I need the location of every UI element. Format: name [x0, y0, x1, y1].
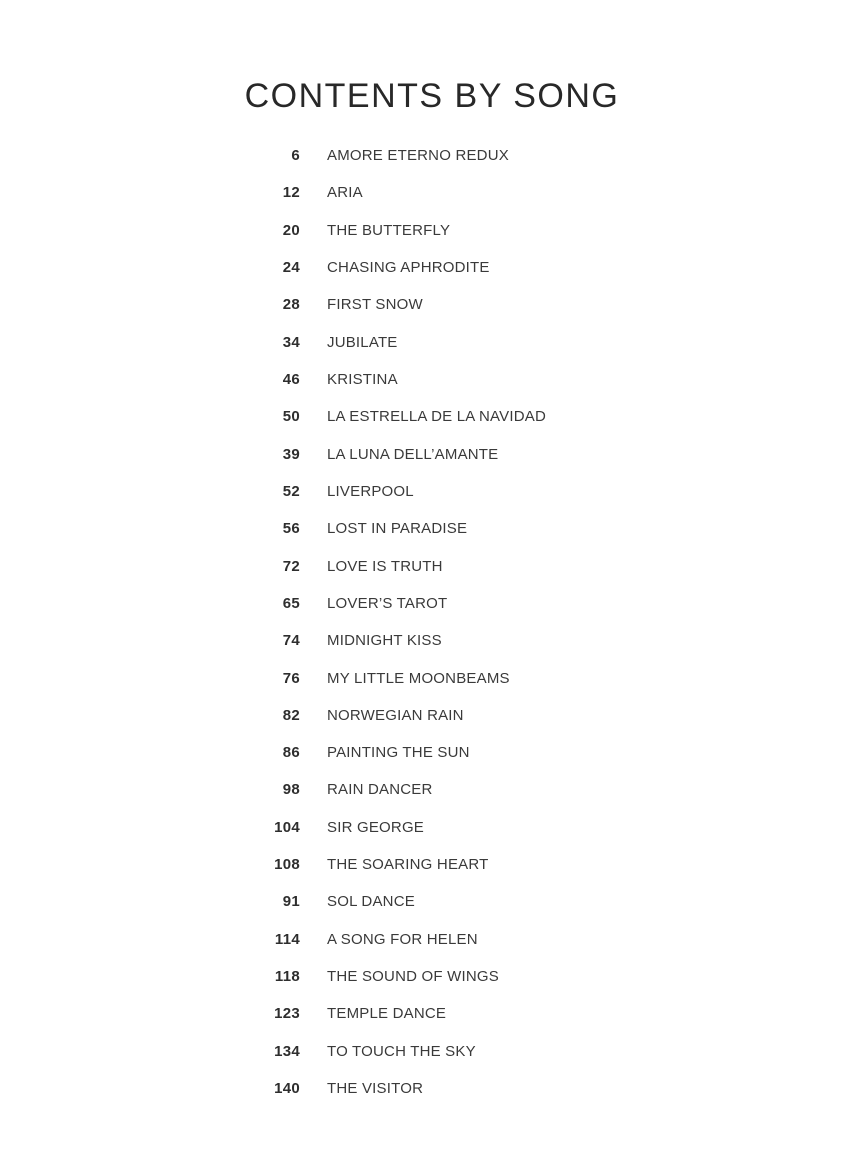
toc-entry: [240, 1033, 546, 1070]
toc-entry-song-title: THE SOARING HEART: [327, 856, 489, 874]
toc-entry: [240, 398, 546, 435]
toc-entry-song-title: THE BUTTERFLY: [327, 221, 451, 239]
toc-entry: [240, 361, 546, 398]
toc-entry-page-number: 76: [282, 669, 300, 687]
toc-entry-page-number: 82: [282, 706, 300, 724]
toc-entry-song-title: LOVER’S TAROT: [327, 594, 448, 612]
toc-entry-page-number: 12: [282, 184, 300, 202]
toc-entry: [240, 547, 546, 584]
toc-entry-song-title: ARIA: [327, 184, 363, 202]
toc-entry-page-number: 91: [282, 893, 300, 911]
toc-entry-page-number: 28: [282, 296, 300, 314]
toc-entry-song-title: KRISTINA: [327, 371, 398, 389]
toc-entry: [240, 324, 546, 361]
toc-entry-page-number: 134: [274, 1042, 300, 1060]
toc-entry-page-number: 24: [282, 259, 300, 277]
toc-entry-page-number: 65: [282, 594, 300, 612]
toc-entry-page-number: 34: [282, 333, 300, 351]
toc-entry-page-number: 6: [291, 147, 300, 165]
toc-entry: [240, 734, 546, 771]
toc-entry: [240, 846, 546, 883]
toc-entry: [240, 137, 546, 174]
toc-entry-page-number: 98: [282, 781, 300, 799]
toc-entry-song-title: LA ESTRELLA DE LA NAVIDAD: [327, 408, 546, 426]
toc-entry: [240, 697, 546, 734]
toc-entry-song-title: THE SOUND OF WINGS: [327, 968, 499, 986]
toc-entry-page-number: 118: [274, 968, 300, 986]
toc-entry-page-number: 114: [274, 930, 300, 948]
toc-entry-page-number: 52: [282, 482, 300, 500]
toc-entry-song-title: LOST IN PARADISE: [327, 520, 468, 538]
toc-entry-song-title: A SONG FOR HELEN: [327, 930, 478, 948]
toc-entry: [240, 771, 546, 808]
toc-entry: [240, 958, 546, 995]
toc-entry: [240, 1070, 546, 1107]
toc-entry: [240, 436, 546, 473]
toc-entry-song-title: CHASING APHRODITE: [327, 259, 490, 277]
toc-entry-song-title: MIDNIGHT KISS: [327, 632, 442, 650]
toc-entry: [240, 510, 546, 547]
toc-entry-page-number: 74: [282, 632, 300, 650]
toc-entry-page-number: 140: [274, 1079, 300, 1097]
toc-entry-page-number: 108: [274, 856, 300, 874]
toc-entry-song-title: MY LITTLE MOONBEAMS: [327, 669, 510, 687]
toc-entry-song-title: SIR GEORGE: [327, 818, 425, 836]
toc-entry-page-number: 104: [274, 818, 300, 836]
toc-entry: [240, 921, 546, 958]
toc-entry: [240, 174, 546, 211]
toc-entry-song-title: LIVERPOOL: [327, 482, 414, 500]
toc-entry: [240, 883, 546, 920]
toc-entry-song-title: LOVE IS TRUTH: [327, 557, 443, 575]
toc-entry-page-number: 39: [282, 445, 300, 463]
page-title: CONTENTS BY SONG: [244, 77, 620, 115]
toc-entry-page-number: 123: [274, 1005, 300, 1023]
toc-entry-song-title: THE VISITOR: [327, 1079, 424, 1097]
toc-entry: [240, 659, 546, 696]
toc-entry: [240, 212, 546, 249]
toc-entry-page-number: 46: [282, 371, 300, 389]
toc-entry-page-number: 86: [282, 744, 300, 762]
toc-entry-song-title: PAINTING THE SUN: [327, 744, 470, 762]
toc-entry: [240, 622, 546, 659]
toc-entry-song-title: JUBILATE: [327, 333, 398, 351]
toc-entry: [240, 249, 546, 286]
toc-entry-page-number: 72: [282, 557, 300, 575]
toc-entry: [240, 585, 546, 622]
contents-list: [240, 137, 546, 1107]
toc-entry-song-title: RAIN DANCER: [327, 781, 433, 799]
toc-entry: [240, 473, 546, 510]
toc-entry-page-number: 50: [282, 408, 300, 426]
toc-entry: [240, 995, 546, 1032]
toc-entry-song-title: AMORE ETERNO REDUX: [327, 147, 509, 165]
toc-entry-song-title: TEMPLE DANCE: [327, 1005, 447, 1023]
toc-entry-page-number: 56: [282, 520, 300, 538]
toc-entry-song-title: TO TOUCH THE SKY: [327, 1042, 476, 1060]
toc-entry: [240, 809, 546, 846]
toc-entry-song-title: LA LUNA DELL’AMANTE: [327, 445, 499, 463]
toc-entry-song-title: FIRST SNOW: [327, 296, 423, 314]
toc-entry-page-number: 20: [282, 221, 300, 239]
toc-entry: [240, 286, 546, 323]
toc-entry-song-title: SOL DANCE: [327, 893, 415, 911]
toc-entry-song-title: NORWEGIAN RAIN: [327, 706, 464, 724]
